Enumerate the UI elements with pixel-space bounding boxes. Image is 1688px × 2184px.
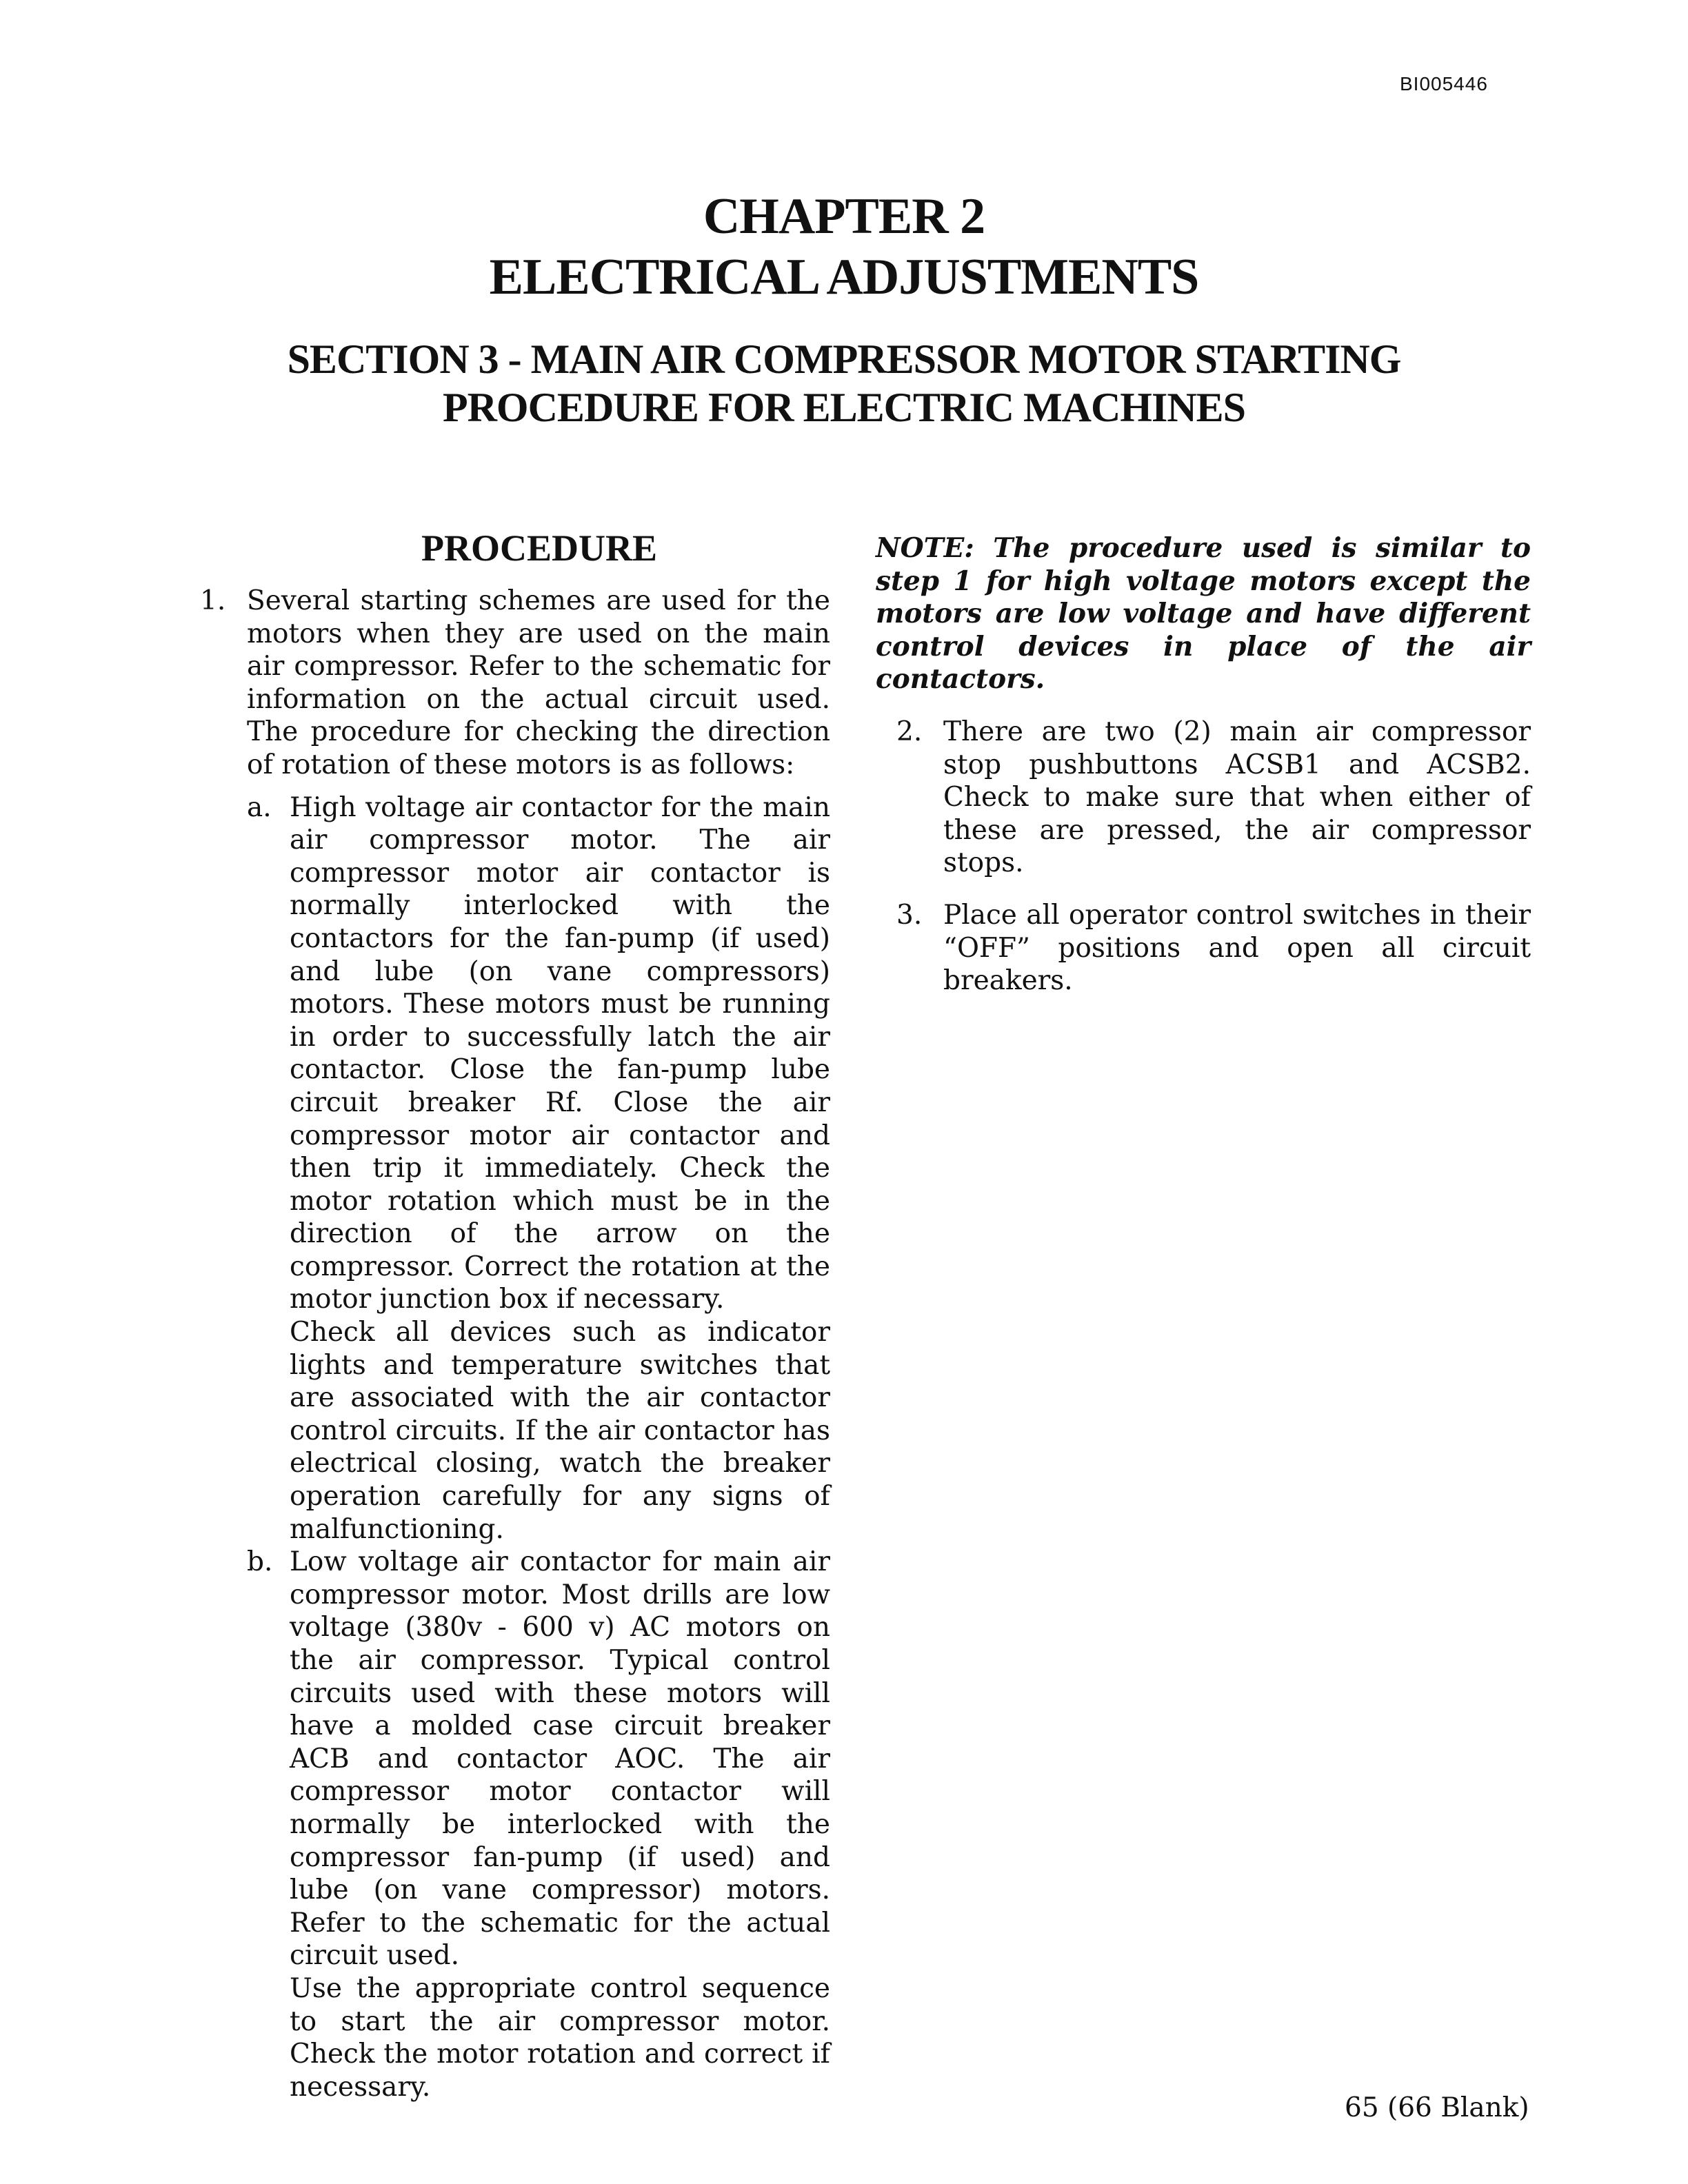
- procedure-heading: PROCEDURE: [421, 527, 657, 569]
- substep-text-continued: Use the appropriate control sequence to start the air compressor motor. Check the motor rotation and correct if necessary.: [290, 1972, 830, 2103]
- step-text: Place all operator control switches in their “OFF” positions and open all circuit breakers.: [943, 899, 1531, 997]
- section-title-line1: SECTION 3 - MAIN AIR COMPRESSOR MOTOR STARTING: [287, 336, 1401, 382]
- chapter-title: ELECTRICAL ADJUSTMENTS: [489, 249, 1199, 305]
- substep-text: Low voltage air contactor for main air compressor motor. Most drills are low voltage (380v - 600 v) AC motors on the air compressor. Typical control circuits used with these motors will have a molded case circuit breaker ACB and contactor AOC. The air compressor motor contactor will normally be interlocked with the compressor fan-pump (if used) and lube (on vane compressor) motors. Refer to the schematic for the actual circuit used.: [290, 1546, 830, 1972]
- title-block: [0, 186, 1688, 432]
- substep-letter: b.: [247, 1546, 273, 1578]
- section-title-line2: PROCEDURE FOR ELECTRIC MACHINES: [442, 385, 1246, 430]
- substep-text: High voltage air contactor for the main air compressor motor. The air compressor motor air contactor is normally interlocked with the contactors for the fan-pump (if used) and lube (on vane compressors) motors. These motors must be running in order to successfully latch the air contactor. Close the fan-pump lube circuit breaker Rf. Close the air compressor motor air contactor and then trip it immediately. Check the motor rotation which must be in the direction of the arrow on the compressor. Correct the rotation at the motor junction box if necessary.: [290, 791, 830, 1315]
- substep-b: [247, 1546, 830, 2103]
- procedure-step-1: [200, 585, 830, 2103]
- procedure-note: NOTE: The procedure used is similar to step 1 for high voltage motors except the motors are low voltage and have different control devices in place of the air contactors.: [876, 532, 1531, 696]
- left-column: [200, 524, 830, 2103]
- procedure-step-2: [876, 716, 1531, 880]
- substep-text-continued: Check all devices such as indicator lights and temperature switches that are associated with the air contactor control circuits. If the air contactor has electrical closing, watch the breaker operation carefully for any signs of malfunctioning.: [290, 1317, 830, 1545]
- procedure-step-3: [876, 899, 1531, 998]
- substep-a: [247, 791, 830, 1546]
- step-number: 2.: [896, 716, 923, 747]
- step-number: 1.: [200, 585, 226, 616]
- step-number: 3.: [896, 899, 923, 931]
- page-number: 65 (66 Blank): [1345, 2092, 1529, 2123]
- substep-letter: a.: [247, 791, 272, 823]
- step-text: Several starting schemes are used for the motors when they are used on the main air compressor. Refer to the schematic for information on the actual circuit used. The procedure for checking the direction of rotation of these motors is as follows:: [247, 585, 830, 780]
- chapter-number: CHAPTER 2: [703, 188, 985, 245]
- step-text: There are two (2) main air compressor stop pushbuttons ACSB1 and ACSB2. Check to make sure that when either of these are pressed, the air compressor stops.: [943, 716, 1531, 879]
- right-column: [876, 532, 1531, 998]
- document-id: BI005446: [1400, 73, 1488, 94]
